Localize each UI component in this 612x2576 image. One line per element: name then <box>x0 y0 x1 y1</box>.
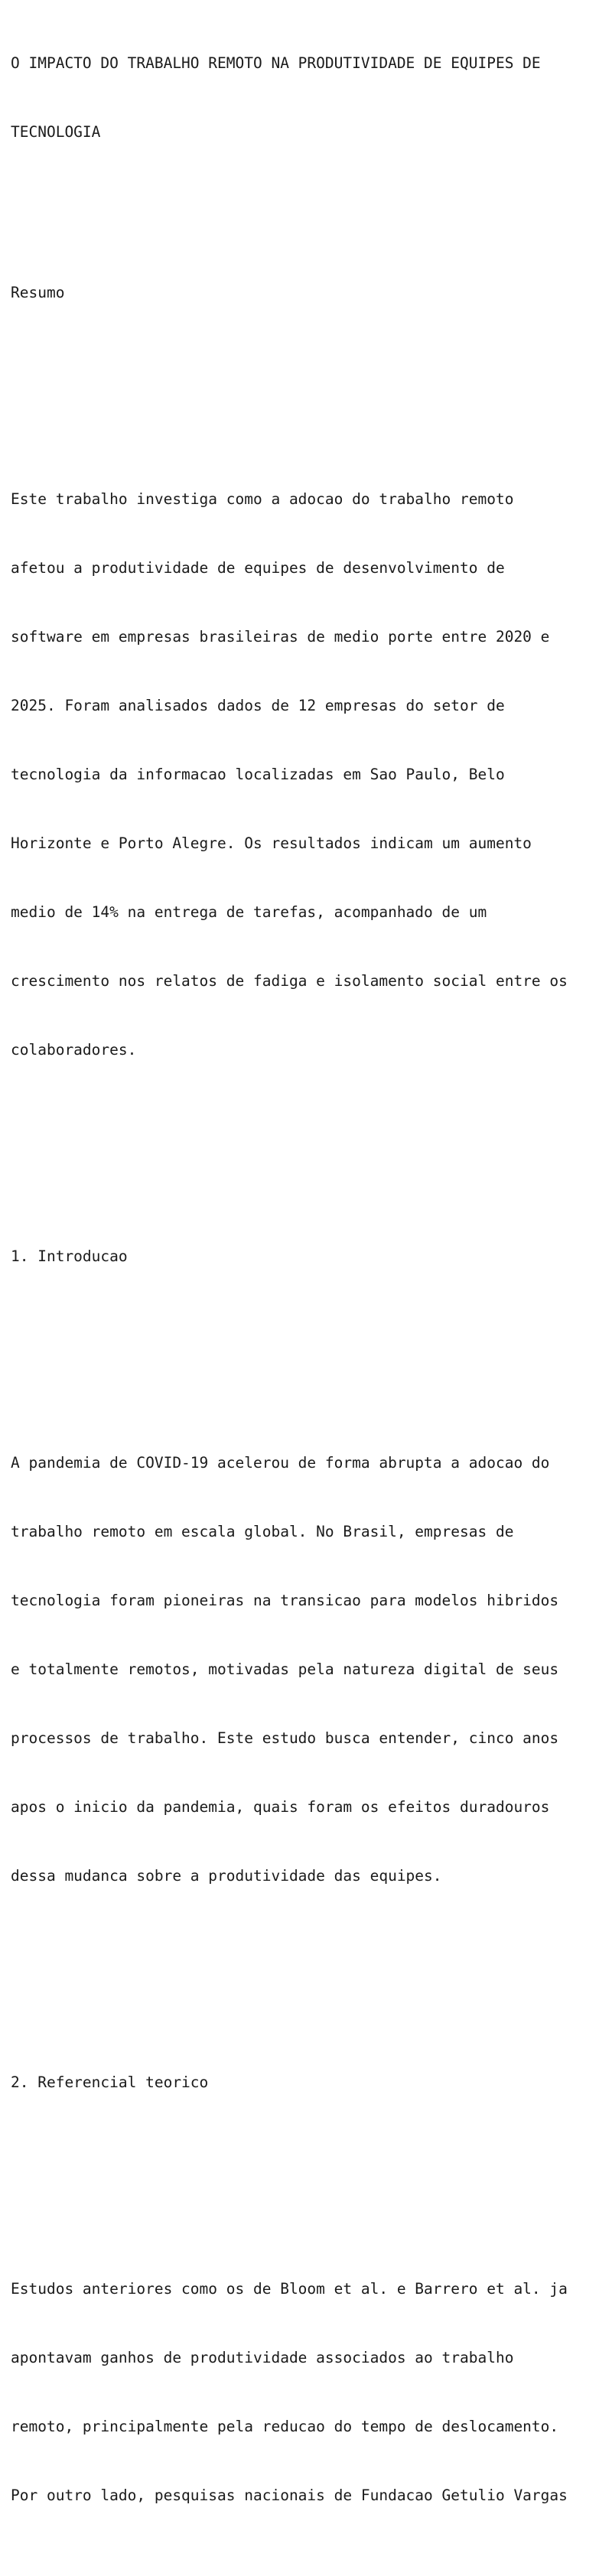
abstract-line: Horizonte e Porto Alegre. Os resultados indicam um aumento <box>11 834 532 852</box>
abstract-line: colaboradores. <box>11 1041 137 1059</box>
blank-line <box>11 350 612 373</box>
abstract-heading: Resumo <box>11 284 65 301</box>
section-1-line: trabalho remoto em escala global. No Brasil, empresas de <box>11 1523 514 1540</box>
section-2-line: Estudos anteriores como os de Bloom et al. e Barrero et al. ja <box>11 2280 568 2298</box>
blank-line <box>11 2140 612 2163</box>
abstract-line: crescimento nos relatos de fadiga e isolamento social entre os <box>11 972 568 990</box>
abstract-line: tecnologia da informacao localizadas em Sao Paulo, Belo <box>11 766 505 783</box>
section-2-line: Por outro lado, pesquisas nacionais de Fundacao Getulio Vargas <box>11 2487 568 2504</box>
blank-line <box>11 1314 612 1337</box>
blank-line <box>11 1979 612 2002</box>
section-1-line: dessa mudanca sobre a produtividade das equipes. <box>11 1867 442 1885</box>
section-2-line: apontavam ganhos de produtividade associados ao trabalho <box>11 2349 514 2366</box>
blank-line <box>11 190 612 213</box>
section-1-line: processos de trabalho. Este estudo busca entender, cinco anos <box>11 1729 559 1747</box>
section-2-heading: 2. Referencial teorico <box>11 2073 209 2091</box>
abstract-line: afetou a produtividade de equipes de desenvolvimento de <box>11 559 505 577</box>
abstract-line: Este trabalho investiga como a adocao do trabalho remoto <box>11 490 514 508</box>
section-1-line: tecnologia foram pioneiras na transicao para modelos hibridos <box>11 1592 559 1609</box>
document-body <box>11 6 612 2576</box>
section-2-paragraph <box>11 2232 612 2553</box>
abstract-line: medio de 14% na entrega de tarefas, acompanhado de um <box>11 903 487 921</box>
abstract-line: 2025. Foram analisados dados de 12 empresas do setor de <box>11 697 505 714</box>
title-line-1: O IMPACTO DO TRABALHO REMOTO NA PRODUTIVIDADE DE EQUIPES DE <box>11 54 541 72</box>
section-1-line: apos o inicio da pandemia, quais foram os efeitos duradouros <box>11 1798 550 1816</box>
blank-line <box>11 1153 612 1176</box>
section-1-line: A pandemia de COVID-19 acelerou de forma abrupta a adocao do <box>11 1454 550 1472</box>
section-1-line: e totalmente remotos, motivadas pela natureza digital de seus <box>11 1660 559 1678</box>
section-2-line: remoto, principalmente pela reducao do tempo de deslocamento. <box>11 2418 559 2435</box>
abstract-paragraph <box>11 442 612 1107</box>
section-1-paragraph <box>11 1406 612 1934</box>
title-line-2: TECNOLOGIA <box>11 123 101 141</box>
section-1-heading: 1. Introducao <box>11 1247 128 1265</box>
abstract-line: software em empresas brasileiras de medio porte entre 2020 e <box>11 628 550 646</box>
